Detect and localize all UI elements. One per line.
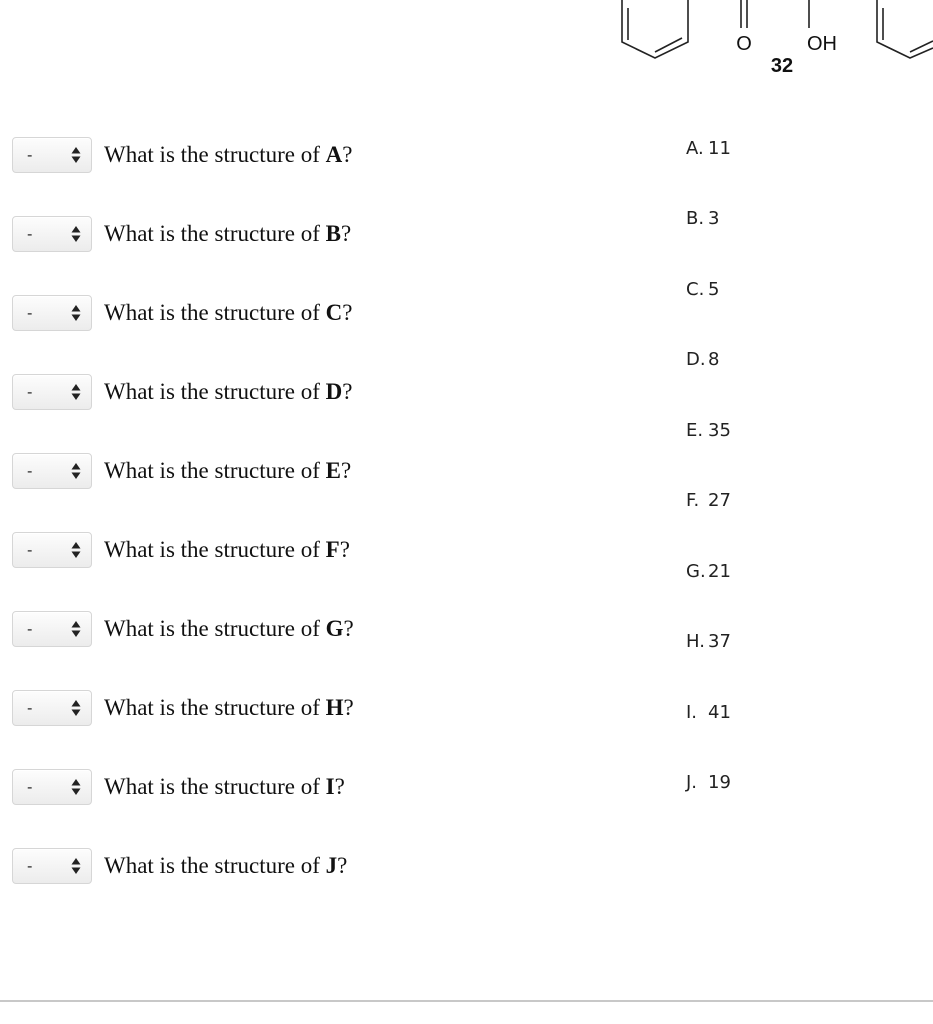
select-current-value: -: [27, 620, 33, 638]
question-row-c: [12, 293, 352, 333]
answer-choice-8: [686, 702, 731, 723]
question-text: [104, 853, 347, 879]
question-prefix: What is the structure of: [104, 537, 326, 562]
question-row-j: [12, 846, 347, 886]
select-current-value: -: [27, 304, 33, 322]
select-current-value: -: [27, 857, 33, 875]
answer-choice-4: [686, 420, 731, 441]
question-letter: A: [325, 142, 343, 167]
question-row-b: [12, 214, 351, 254]
up-down-arrows-icon: [71, 462, 81, 480]
answer-select[interactable]: [12, 374, 92, 410]
question-row-f: [12, 530, 350, 570]
up-down-arrows-icon: [71, 146, 81, 164]
question-text: [104, 537, 350, 563]
question-suffix: ?: [334, 774, 345, 799]
question-text: [104, 300, 352, 326]
compound-number-label: 32: [770, 55, 794, 77]
question-suffix: ?: [343, 616, 354, 641]
question-letter: F: [325, 537, 340, 562]
question-letter: C: [325, 300, 343, 325]
chemical-structure-image: [600, 0, 933, 80]
answer-select[interactable]: [12, 532, 92, 568]
answer-letter: A.: [686, 138, 704, 159]
question-suffix: ?: [343, 695, 354, 720]
answer-select[interactable]: [12, 690, 92, 726]
question-prefix: What is the structure of: [104, 221, 326, 246]
question-text: [104, 142, 352, 168]
up-down-arrows-icon: [71, 225, 81, 243]
up-down-arrows-icon: [71, 857, 81, 875]
oxygen-atom-label: O: [736, 33, 752, 55]
up-down-arrows-icon: [71, 620, 81, 638]
answer-select[interactable]: [12, 611, 92, 647]
answer-choice-2: [686, 279, 719, 300]
bottom-divider: [0, 1000, 933, 1002]
question-prefix: What is the structure of: [104, 458, 326, 483]
question-letter: E: [325, 458, 341, 483]
answer-value: 37: [708, 631, 731, 652]
question-row-h: [12, 688, 354, 728]
hydroxyl-label: OH: [807, 33, 837, 55]
question-prefix: What is the structure of: [104, 774, 326, 799]
answer-value: 35: [708, 420, 731, 441]
question-letter: D: [325, 379, 343, 404]
question-prefix: What is the structure of: [104, 695, 326, 720]
question-text: [104, 221, 351, 247]
answer-select[interactable]: [12, 848, 92, 884]
answer-select[interactable]: [12, 453, 92, 489]
select-current-value: -: [27, 146, 33, 164]
up-down-arrows-icon: [71, 699, 81, 717]
question-text: [104, 458, 351, 484]
question-suffix: ?: [342, 142, 353, 167]
answer-choice-7: [686, 631, 731, 652]
question-prefix: What is the structure of: [104, 142, 326, 167]
answer-value: 19: [708, 772, 731, 793]
answer-value: 5: [708, 279, 720, 300]
select-current-value: -: [27, 383, 33, 401]
question-letter: I: [325, 774, 335, 799]
question-prefix: What is the structure of: [104, 616, 326, 641]
question-row-d: [12, 372, 352, 412]
up-down-arrows-icon: [71, 778, 81, 796]
question-row-e: [12, 451, 351, 491]
answer-select[interactable]: [12, 216, 92, 252]
answer-select[interactable]: [12, 769, 92, 805]
answer-choice-6: [686, 561, 731, 582]
answer-value: 27: [708, 490, 731, 511]
question-suffix: ?: [340, 221, 352, 246]
select-current-value: -: [27, 225, 33, 243]
select-current-value: -: [27, 541, 33, 559]
answer-choice-0: [686, 138, 731, 159]
question-row-g: [12, 609, 354, 649]
answer-letter: D.: [686, 349, 706, 370]
answer-letter: G.: [686, 561, 706, 582]
answer-choice-1: [686, 208, 719, 229]
question-prefix: What is the structure of: [104, 300, 326, 325]
answer-value: 21: [708, 561, 731, 582]
answer-letter: C.: [686, 279, 705, 300]
answer-letter: H.: [686, 631, 705, 652]
up-down-arrows-icon: [71, 541, 81, 559]
answer-letter: E.: [686, 420, 704, 441]
answer-letter: I.: [686, 702, 698, 723]
answer-value: 11: [708, 138, 731, 159]
answer-value: 41: [708, 702, 731, 723]
question-suffix: ?: [340, 458, 352, 483]
question-row-i: [12, 767, 345, 807]
answer-letter: B.: [686, 208, 705, 229]
molecule-diagram: [600, 0, 933, 80]
question-text: [104, 695, 354, 721]
question-prefix: What is the structure of: [104, 853, 326, 878]
question-text: [104, 774, 345, 800]
select-current-value: -: [27, 778, 33, 796]
answer-value: 3: [708, 208, 720, 229]
up-down-arrows-icon: [71, 304, 81, 322]
question-letter: B: [325, 221, 341, 246]
question-prefix: What is the structure of: [104, 379, 326, 404]
answer-value: 8: [708, 349, 720, 370]
question-suffix: ?: [342, 300, 353, 325]
up-down-arrows-icon: [71, 383, 81, 401]
question-suffix: ?: [342, 379, 353, 404]
question-suffix: ?: [337, 853, 348, 878]
answer-choice-5: [686, 490, 731, 511]
question-letter: J: [325, 853, 338, 878]
answer-select[interactable]: [12, 295, 92, 331]
answer-letter: F.: [686, 490, 700, 511]
select-current-value: -: [27, 699, 33, 717]
answer-choice-9: [686, 772, 731, 793]
question-row-a: [12, 135, 352, 175]
question-letter: G: [325, 616, 344, 641]
answer-select[interactable]: [12, 137, 92, 173]
answer-choice-3: [686, 349, 719, 370]
question-text: [104, 379, 352, 405]
question-suffix: ?: [339, 537, 350, 562]
answer-letter: J.: [686, 772, 698, 793]
question-letter: H: [325, 695, 344, 720]
question-text: [104, 616, 354, 642]
select-current-value: -: [27, 462, 33, 480]
